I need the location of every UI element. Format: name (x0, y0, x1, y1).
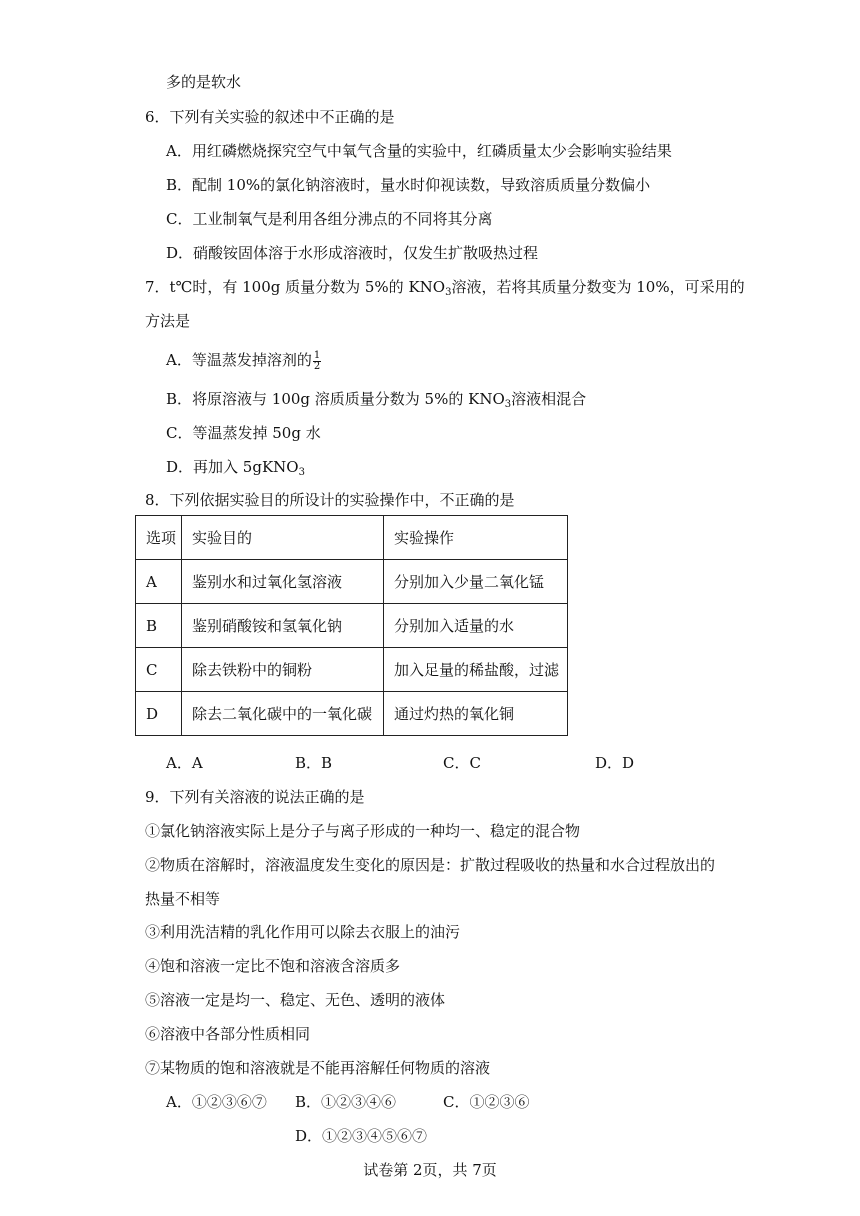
question-6-option-a: A．用红磷燃烧探究空气中氧气含量的实验中，红磷质量太少会影响实验结果 (166, 142, 672, 160)
table-row (136, 648, 568, 692)
table-cell: 分别加入少量二氧化锰 (384, 560, 568, 604)
question-8-choice-c: C．C (443, 754, 481, 772)
question-8-table (135, 515, 568, 736)
question-7-option-c: C．等温蒸发掉 50g 水 (166, 424, 321, 442)
question-9-statement-3: ③利用洗洁精的乳化作用可以除去衣服上的油污 (145, 923, 461, 941)
table-cell: 加入足量的稀盐酸，过滤 (384, 648, 568, 692)
question-9-statement-2-continued: 热量不相等 (145, 890, 221, 908)
question-7-option-a (166, 350, 321, 372)
question-7-stem-continued: 方法是 (145, 312, 191, 330)
question-6-option-b: B．配制 10%的氯化钠溶液时，量水时仰视读数，导致溶质质量分数偏小 (166, 176, 651, 194)
question-9-stem: 9．下列有关溶液的说法正确的是 (145, 788, 365, 806)
question-7-option-b (166, 389, 586, 409)
question-8-stem: 8．下列依据实验目的所设计的实验操作中，不正确的是 (145, 491, 515, 509)
question-9-choice-d: D．①②③④⑤⑥⑦ (295, 1127, 428, 1145)
table-header-cell: 实验目的 (182, 516, 384, 560)
table-header-cell: 选项 (136, 516, 182, 560)
table-row (136, 692, 568, 736)
question-9-choice-a: A．①②③⑥⑦ (166, 1093, 267, 1111)
question-7-stem (145, 277, 745, 297)
question-7-option-d-text: D．再加入 5gKNO (166, 458, 299, 476)
question-8-choice-a: A．A (166, 754, 203, 772)
question-7-stem-part2: 溶液，若将其质量分数变为 10%，可采用的 (451, 278, 745, 296)
question-6-option-d: D．硝酸铵固体溶于水形成溶液时，仅发生扩散吸热过程 (166, 244, 539, 262)
page-footer: 试卷第 2页，共 7页 (363, 1161, 497, 1179)
table-cell: D (136, 692, 182, 736)
question-6-option-c: C．工业制氧气是利用各组分沸点的不同将其分离 (166, 210, 493, 228)
question-7-option-a-text: A．等温蒸发掉溶剂的 (166, 351, 312, 369)
fraction-numerator: 1 (313, 349, 321, 361)
table-cell: 除去铁粉中的铜粉 (182, 648, 384, 692)
table-header-cell: 实验操作 (384, 516, 568, 560)
question-9-statement-4: ④饱和溶液一定比不饱和溶液含溶质多 (145, 957, 401, 975)
question-9-statement-7: ⑦某物质的饱和溶液就是不能再溶解任何物质的溶液 (145, 1059, 491, 1077)
question-9-statement-6: ⑥溶液中各部分性质相同 (145, 1025, 311, 1043)
question-7-option-b-part2: 溶液相混合 (511, 390, 587, 408)
question-7-stem-part1: 7．t℃时，有 100g 质量分数为 5%的 KNO (145, 278, 446, 296)
question-8-choice-d: D．D (595, 754, 635, 772)
question-7-option-b-part1: B．将原溶液与 100g 溶质质量分数为 5%的 KNO (166, 390, 505, 408)
table-cell: 鉴别水和过氧化氢溶液 (182, 560, 384, 604)
fraction-denominator: 2 (313, 360, 321, 372)
question-6-stem: 6．下列有关实验的叙述中不正确的是 (145, 108, 395, 126)
table-cell: C (136, 648, 182, 692)
table-cell: 除去二氧化碳中的一氧化碳 (182, 692, 384, 736)
table-cell: 鉴别硝酸铵和氢氧化钠 (182, 604, 384, 648)
question-9-statement-2: ②物质在溶解时，溶液温度发生变化的原因是：扩散过程吸收的热量和水合过程放出的 (145, 856, 716, 874)
table-cell: 分别加入适量的水 (384, 604, 568, 648)
question-9-statement-1: ①氯化钠溶液实际上是分子与离子形成的一种均一、稳定的混合物 (145, 822, 581, 840)
question-9-choice-c: C．①②③⑥ (443, 1093, 530, 1111)
question-9-choice-b: B．①②③④⑥ (295, 1093, 397, 1111)
table-row (136, 560, 568, 604)
table-cell: B (136, 604, 182, 648)
question-7-option-d (166, 457, 305, 477)
table-cell: 通过灼热的氧化铜 (384, 692, 568, 736)
table-row (136, 604, 568, 648)
question-7-subscript: 3 (445, 287, 452, 298)
question-7-option-d-subscript: 3 (298, 467, 305, 478)
table-header-row (136, 516, 568, 560)
question-9-statement-5: ⑤溶液一定是均一、稳定、无色、透明的液体 (145, 991, 446, 1009)
table-cell: A (136, 560, 182, 604)
continued-text: 多的是软水 (166, 73, 242, 91)
fraction-one-half (313, 351, 321, 372)
question-8-choice-b: B．B (295, 754, 333, 772)
question-7-option-b-subscript: 3 (504, 399, 512, 410)
